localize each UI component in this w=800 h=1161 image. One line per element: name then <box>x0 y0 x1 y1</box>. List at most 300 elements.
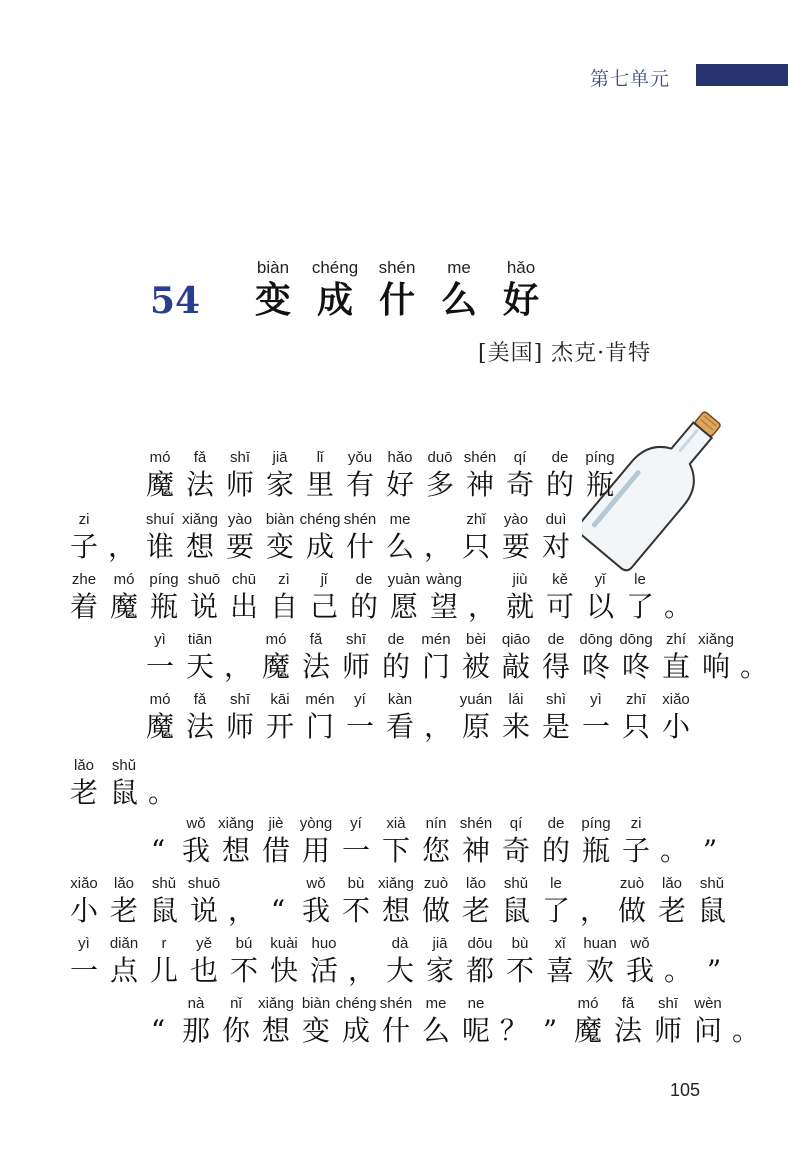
hanzi: 想 <box>261 1014 290 1047</box>
hanzi: 成 <box>341 1014 370 1047</box>
pinyin: kě <box>552 571 568 588</box>
pinyin: shuí <box>145 511 175 528</box>
character <box>140 448 180 502</box>
pinyin: de <box>547 631 565 648</box>
pinyin: zhe <box>71 571 97 588</box>
character <box>216 994 256 1048</box>
hanzi: ， <box>227 894 256 927</box>
character <box>616 630 656 684</box>
character <box>580 570 620 624</box>
pinyin: shén <box>463 449 497 466</box>
hanzi: ， <box>223 650 252 683</box>
character <box>420 448 460 502</box>
pinyin: dà <box>391 935 409 952</box>
pinyin: lǎo <box>113 875 135 892</box>
pinyin: zi <box>78 511 90 528</box>
character <box>340 690 380 744</box>
character <box>140 690 180 744</box>
lesson-number: 54 <box>150 280 201 322</box>
hanzi: 欢 <box>585 954 614 987</box>
character <box>576 630 616 684</box>
lesson-title <box>242 258 552 322</box>
character <box>416 874 456 928</box>
hanzi: 法 <box>613 1014 642 1047</box>
hanzi: 。 <box>659 834 688 867</box>
hanzi: 什 <box>381 1014 410 1047</box>
pinyin: nín <box>425 815 447 832</box>
character <box>692 874 732 928</box>
punctuation <box>660 934 696 988</box>
character <box>220 690 260 744</box>
character <box>180 630 220 684</box>
pinyin: lǎo <box>465 875 487 892</box>
pinyin: yào <box>503 511 529 528</box>
hanzi: 的 <box>545 468 574 501</box>
pinyin: shuō <box>187 571 221 588</box>
hanzi: 己 <box>309 590 338 623</box>
hanzi: 我 <box>181 834 210 867</box>
hanzi: 一 <box>345 710 374 743</box>
punctuation <box>420 690 456 744</box>
character <box>416 814 456 868</box>
hanzi: 直 <box>661 650 690 683</box>
hanzi: 咚 <box>621 650 650 683</box>
pinyin: dōng <box>579 631 613 648</box>
hanzi: 好 <box>385 468 414 501</box>
hanzi: 说 <box>189 894 218 927</box>
text-line <box>140 690 696 744</box>
page-number: 105 <box>670 1080 701 1100</box>
character <box>256 630 296 684</box>
punctuation <box>144 756 180 810</box>
pinyin: yì <box>154 631 166 648</box>
hanzi: 师 <box>225 710 254 743</box>
hanzi: 一 <box>145 650 174 683</box>
hanzi: 鼠 <box>697 894 726 927</box>
author-line: [美国] 杰克·肯特 <box>478 341 652 366</box>
pinyin: fǎ <box>193 449 207 466</box>
pinyin: shén <box>343 511 377 528</box>
hanzi: ” <box>542 1014 558 1047</box>
character <box>296 994 336 1048</box>
pinyin: mó <box>113 571 135 588</box>
character <box>216 814 256 868</box>
character <box>64 570 104 624</box>
character <box>540 448 580 502</box>
hanzi: 你 <box>221 1014 250 1047</box>
hanzi: 变 <box>265 530 294 563</box>
character <box>424 570 464 624</box>
character <box>612 874 652 928</box>
character <box>376 994 416 1048</box>
character <box>336 630 376 684</box>
character <box>64 756 104 810</box>
character <box>616 814 656 868</box>
hanzi: 奇 <box>505 468 534 501</box>
pinyin: de <box>547 815 565 832</box>
text-line <box>64 874 732 928</box>
pinyin: bú <box>235 935 253 952</box>
character <box>264 570 304 624</box>
pinyin: lái <box>508 691 524 708</box>
pinyin: dōng <box>619 631 653 648</box>
pinyin: shī <box>229 691 250 708</box>
character <box>576 690 616 744</box>
pinyin: bù <box>347 875 365 892</box>
hanzi: 不 <box>229 954 258 987</box>
hanzi: 喜 <box>545 954 574 987</box>
character <box>340 448 380 502</box>
hanzi: 做 <box>617 894 646 927</box>
hanzi: 老 <box>109 894 138 927</box>
hanzi: 是 <box>541 710 570 743</box>
character <box>540 570 580 624</box>
hanzi: 小 <box>69 894 98 927</box>
character <box>648 994 688 1048</box>
hanzi: 么 <box>440 279 477 321</box>
hanzi: 师 <box>341 650 370 683</box>
text-line <box>140 630 772 684</box>
pinyin: le <box>550 875 562 892</box>
hanzi: 以 <box>585 590 614 623</box>
pinyin: chéng <box>299 511 341 528</box>
pinyin: zhǐ <box>466 511 486 528</box>
pinyin: xiǎng <box>182 511 218 528</box>
hanzi: 奇 <box>501 834 530 867</box>
character <box>500 934 540 988</box>
character <box>220 510 260 564</box>
pinyin: yì <box>590 691 602 708</box>
punctuation <box>220 630 256 684</box>
character <box>220 448 260 502</box>
pinyin: yí <box>354 691 366 708</box>
character <box>576 814 616 868</box>
pinyin: xià <box>386 815 406 832</box>
character <box>490 258 552 322</box>
hanzi: 咚 <box>581 650 610 683</box>
hanzi: 天 <box>185 650 214 683</box>
pinyin: duō <box>427 449 453 466</box>
pinyin: chū <box>231 571 257 588</box>
character <box>304 258 366 322</box>
character <box>656 630 696 684</box>
hanzi: 魔 <box>261 650 290 683</box>
hanzi: 原 <box>461 710 490 743</box>
pinyin: shuō <box>187 875 221 892</box>
pinyin: yuàn <box>387 571 421 588</box>
pinyin: biàn <box>256 258 290 277</box>
character <box>568 994 608 1048</box>
hanzi: “ <box>150 1014 166 1047</box>
pinyin: wǒ <box>306 875 326 892</box>
character <box>104 570 144 624</box>
character <box>456 690 496 744</box>
hanzi: 开 <box>265 710 294 743</box>
hanzi: 一 <box>581 710 610 743</box>
character <box>428 258 490 322</box>
hanzi: ？ <box>499 1014 528 1047</box>
hanzi: 了 <box>625 590 654 623</box>
character <box>496 690 536 744</box>
character <box>144 934 184 988</box>
pinyin: jiù <box>512 571 528 588</box>
pinyin: lǎo <box>661 875 683 892</box>
punctuation <box>656 814 692 868</box>
pinyin: zhí <box>665 631 686 648</box>
character <box>224 934 264 988</box>
pinyin: shǔ <box>111 757 137 774</box>
punctuation <box>496 994 532 1048</box>
character <box>180 448 220 502</box>
pinyin: lǐ <box>316 449 324 466</box>
hanzi: 师 <box>225 468 254 501</box>
hanzi: 。 <box>663 954 692 987</box>
character <box>608 994 648 1048</box>
pinyin: shī <box>229 449 250 466</box>
pinyin: mó <box>577 995 599 1012</box>
hanzi: 了 <box>541 894 570 927</box>
hanzi: 小 <box>661 710 690 743</box>
character <box>260 510 300 564</box>
unit-color-bar <box>696 64 788 86</box>
hanzi: 不 <box>505 954 534 987</box>
character <box>496 630 536 684</box>
hanzi: 快 <box>269 954 298 987</box>
hanzi: 么 <box>421 1014 450 1047</box>
character <box>64 874 104 928</box>
character <box>304 570 344 624</box>
hanzi: 。 <box>739 650 768 683</box>
hanzi: ， <box>107 530 136 563</box>
character <box>140 510 180 564</box>
character <box>300 690 340 744</box>
text-line <box>64 756 180 810</box>
hanzi: 瓶 <box>581 834 610 867</box>
character <box>536 510 576 564</box>
hanzi: 老 <box>657 894 686 927</box>
pinyin: zuò <box>619 875 645 892</box>
hanzi: 得 <box>541 650 570 683</box>
character <box>536 814 576 868</box>
character <box>616 690 656 744</box>
pinyin: yě <box>196 935 212 952</box>
character <box>496 510 536 564</box>
pinyin: nà <box>187 995 205 1012</box>
hanzi: 一 <box>69 954 98 987</box>
hanzi: 不 <box>341 894 370 927</box>
pinyin: duì <box>545 511 567 528</box>
character <box>176 994 216 1048</box>
pinyin: fǎ <box>193 691 207 708</box>
pinyin: wǒ <box>630 935 650 952</box>
punctuation <box>104 510 140 564</box>
hanzi: ， <box>423 530 452 563</box>
pinyin: biàn <box>265 511 295 528</box>
character <box>696 630 736 684</box>
character <box>540 934 580 988</box>
character <box>688 994 728 1048</box>
character <box>460 448 500 502</box>
pinyin: shǔ <box>699 875 725 892</box>
pinyin: píng <box>149 571 179 588</box>
pinyin: jiā <box>432 935 448 952</box>
pinyin: shǔ <box>151 875 177 892</box>
pinyin: hǎo <box>387 449 413 466</box>
hanzi: 我 <box>301 894 330 927</box>
pinyin: mó <box>149 691 171 708</box>
pinyin: shǔ <box>503 875 529 892</box>
character <box>536 630 576 684</box>
text-line <box>64 934 732 988</box>
character <box>256 814 296 868</box>
character <box>456 510 496 564</box>
hanzi: 法 <box>185 710 214 743</box>
character <box>144 570 184 624</box>
character <box>380 510 420 564</box>
hanzi: 望 <box>429 590 458 623</box>
hanzi: 神 <box>465 468 494 501</box>
pinyin: mén <box>421 631 451 648</box>
character <box>376 630 416 684</box>
hanzi: 谁 <box>145 530 174 563</box>
pinyin: shì <box>545 691 566 708</box>
punctuation <box>692 814 728 868</box>
hanzi: ， <box>579 894 608 927</box>
hanzi: 魔 <box>573 1014 602 1047</box>
hanzi: 。 <box>147 776 176 809</box>
text-line <box>140 448 620 502</box>
hanzi: 自 <box>269 590 298 623</box>
character <box>500 570 540 624</box>
pinyin: kuài <box>270 935 298 952</box>
hanzi: 被 <box>461 650 490 683</box>
hanzi: 成 <box>305 530 334 563</box>
punctuation <box>224 874 260 928</box>
character <box>456 994 496 1048</box>
hanzi: 家 <box>265 468 294 501</box>
pinyin: xǐ <box>554 935 566 952</box>
character <box>300 448 340 502</box>
character <box>380 934 420 988</box>
pinyin: shī <box>345 631 366 648</box>
hanzi: 神 <box>461 834 490 867</box>
pinyin: xiǎo <box>70 875 98 892</box>
punctuation <box>140 994 176 1048</box>
hanzi: 法 <box>185 468 214 501</box>
pinyin: kāi <box>270 691 290 708</box>
hanzi: 着 <box>69 590 98 623</box>
character <box>416 994 456 1048</box>
text-line <box>140 814 728 868</box>
hanzi: 做 <box>421 894 450 927</box>
hanzi: 瓶 <box>585 468 614 501</box>
hanzi: 。 <box>663 590 692 623</box>
hanzi: 有 <box>345 468 374 501</box>
pinyin: yǒu <box>347 449 373 466</box>
hanzi: 出 <box>229 590 258 623</box>
character <box>380 690 420 744</box>
hanzi: 魔 <box>109 590 138 623</box>
pinyin: nǐ <box>230 995 242 1012</box>
hanzi: 呢 <box>461 1014 490 1047</box>
hanzi: 只 <box>461 530 490 563</box>
hanzi: 说 <box>189 590 218 623</box>
hanzi: 您 <box>421 834 450 867</box>
hanzi: 那 <box>181 1014 210 1047</box>
pinyin: kàn <box>387 691 413 708</box>
punctuation <box>736 630 772 684</box>
character <box>344 570 384 624</box>
pinyin: qí <box>513 449 527 466</box>
hanzi: 响 <box>701 650 730 683</box>
character <box>180 510 220 564</box>
character <box>336 814 376 868</box>
hanzi: 对 <box>541 530 570 563</box>
character <box>420 934 460 988</box>
hanzi: 魔 <box>145 468 174 501</box>
character <box>260 690 300 744</box>
pinyin: chéng <box>311 258 359 277</box>
pinyin: wàng <box>426 571 462 588</box>
character <box>144 874 184 928</box>
character <box>500 448 540 502</box>
pinyin: shén <box>378 258 416 277</box>
pinyin: r <box>161 935 167 952</box>
hanzi: 也 <box>189 954 218 987</box>
character <box>140 630 180 684</box>
pinyin: zuò <box>423 875 449 892</box>
pinyin: chéng <box>335 995 377 1012</box>
character <box>104 934 144 988</box>
pinyin: me <box>425 995 447 1012</box>
unit-header <box>560 60 800 94</box>
hanzi: 家 <box>425 954 454 987</box>
hanzi: ” <box>706 954 722 987</box>
character <box>104 874 144 928</box>
pinyin: huo <box>311 935 337 952</box>
character <box>184 570 224 624</box>
pinyin: zi <box>630 815 642 832</box>
pinyin: yòng <box>299 815 333 832</box>
character <box>416 630 456 684</box>
pinyin: mó <box>149 449 171 466</box>
character <box>64 934 104 988</box>
character <box>376 874 416 928</box>
hanzi: 瓶 <box>149 590 178 623</box>
pinyin: yào <box>227 511 253 528</box>
hanzi: 的 <box>349 590 378 623</box>
pinyin: huan <box>583 935 617 952</box>
pinyin: de <box>551 449 569 466</box>
character <box>184 874 224 928</box>
hanzi: 可 <box>545 590 574 623</box>
pinyin: zhī <box>625 691 646 708</box>
character <box>260 448 300 502</box>
character <box>580 934 620 988</box>
pinyin: xiǎng <box>698 631 734 648</box>
character <box>496 814 536 868</box>
hanzi: 子 <box>69 530 98 563</box>
character <box>336 994 376 1048</box>
hanzi: 。 <box>731 1014 760 1047</box>
unit-label: 第七单元 <box>590 68 671 90</box>
character <box>184 934 224 988</box>
character <box>376 814 416 868</box>
pinyin: hǎo <box>506 258 536 277</box>
character <box>242 258 304 322</box>
character <box>620 934 660 988</box>
hanzi: 什 <box>378 279 415 321</box>
